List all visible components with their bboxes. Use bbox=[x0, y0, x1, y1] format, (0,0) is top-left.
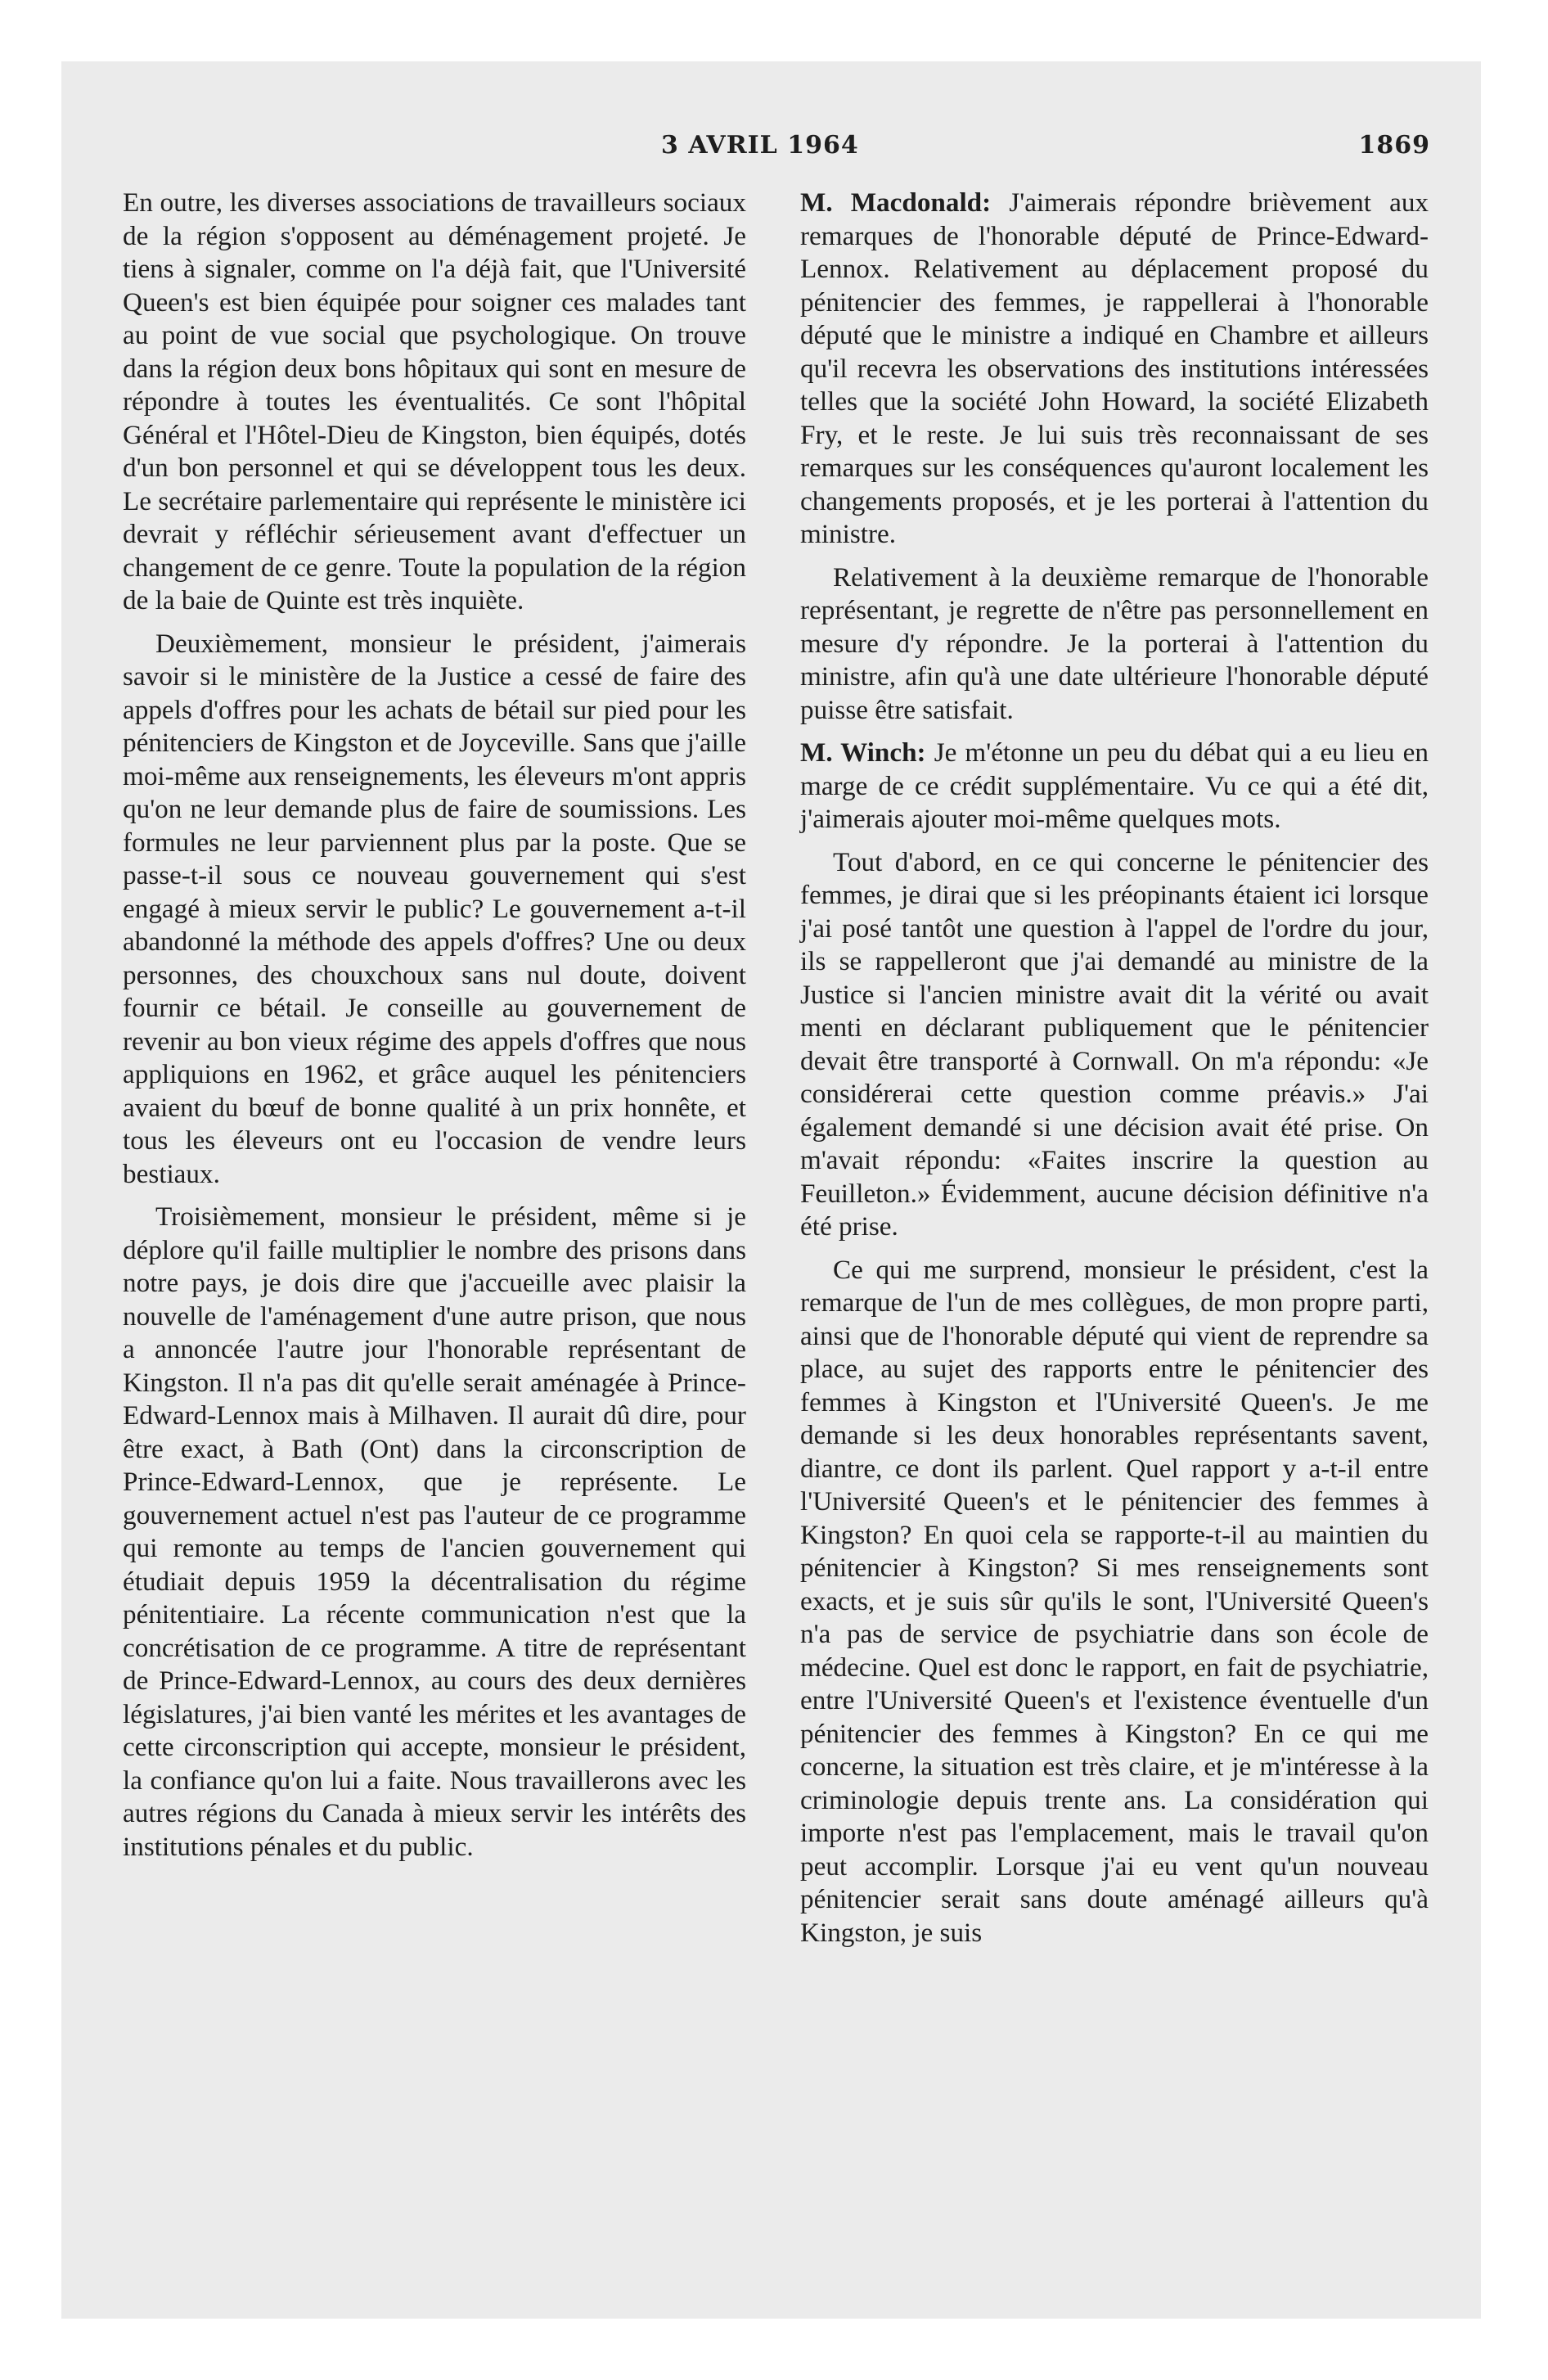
speaker-name: M. Winch: bbox=[800, 737, 926, 768]
right-column bbox=[800, 187, 1429, 1959]
speech-text: Je m'étonne un peu du débat qui a eu lieu en marge de ce crédit supplémentaire. Vu ce qui a été dit, j'aimerais ajouter moi-même quelques mots. bbox=[800, 737, 1429, 834]
paragraph: Troisièmement, monsieur le président, même si je déplore qu'il faille multiplier le nombre des prisons dans notre pays, je dois dire que j'accueille avec plaisir la nouvelle de l'aménagement d'une autre prison, que nous a annoncée l'autre jour l'honorable représentant de Kingston. Il n'a pas dit qu'elle serait aménagée à Prince-Edward-Lennox mais à Milhaven. Il aurait dû dire, pour être exact, à Bath (Ont) dans la circonscription de Prince-Edward-Lennox, que je représente. Le gouvernement actuel n'est pas l'auteur de ce programme qui remonte au temps de l'ancien gouvernement qui étudiait depuis 1959 la décentralisation du régime pénitentiaire. La récente communication n'est que la concrétisation de ce programme. A titre de représentant de Prince-Edward-Lennox, au cours des deux dernières législatures, j'ai bien vanté les mérites et les avantages de cette circonscription qui accepte, monsieur le président, la confiance qu'on lui a faite. Nous travaillerons avec les autres régions du Canada à mieux servir les intérêts des institutions pénales et du public. bbox=[123, 1201, 746, 1862]
speech-text: J'aimerais répondre brièvement aux remarques de l'honorable député de Prince-Edward-Lennox. Relativement au déplacement proposé du pénitencier des femmes, je rappellerai à l'honorable député que le ministre a indiqué en Chambre et ailleurs qu'il recevra les observations des institutions intéressées telles que la société John Howard, la société Elizabeth Fry, et le reste. Je lui suis très reconnaissant de ses remarques sur les conséquences qu'auront localement les changements proposés, et je les porterai à l'attention du ministre. bbox=[800, 187, 1429, 549]
page-number: 1869 bbox=[1358, 131, 1430, 160]
paragraph: Tout d'abord, en ce qui concerne le pénitencier des femmes, je dirai que si les préopinants étaient ici lorsque j'ai posé tantôt une question à l'appel de l'ordre du jour, ils se rappelleront que j'ai demandé au ministre de la Justice si l'ancien ministre avait dit la vérité ou avait menti en déclarant publiquement que le pénitencier devait être transporté à Cornwall. On m'a répondu: «Je considérerai cette question comme préavis.» J'ai également demandé si une décision avait été prise. On m'avait répondu: «Faites inscrire la question au Feuilleton.» Évidemment, aucune décision définitive n'a été prise. bbox=[800, 846, 1429, 1242]
speaker-name: M. Macdonald: bbox=[800, 187, 992, 218]
paragraph bbox=[800, 187, 1429, 552]
paragraph bbox=[800, 737, 1429, 836]
paragraph: En outre, les diverses associations de travailleurs sociaux de la région s'opposent au déménagement projeté. Je tiens à signaler, comme on l'a déjà fait, que l'Université Queen's est bien équipée pour soigner ces malades tant au point de vue social que psychologique. On trouve dans la région deux bons hôpitaux qui sont en mesure de répondre à toutes les éventualités. Ce sont l'hôpital Général et l'Hôtel-Dieu de Kingston, bien équipés, dotés d'un bon personnel et qui se développent tous les deux. Le secrétaire parlementaire qui représente le ministère ici devrait y réfléchir sérieusement avant d'effectuer un changement de ce genre. Toute la population de la région de la baie de Quinte est très inquiète. bbox=[123, 187, 746, 615]
paragraph: Deuxièmement, monsieur le président, j'aimerais savoir si le ministère de la Justice a cessé de faire des appels d'offres pour les achats de bétail sur pied pour les pénitenciers de Kingston et de Joyceville. Sans que j'aille moi-même aux renseignements, les éleveurs m'ont appris qu'on ne leur demande plus de faire de soumissions. Les formules ne leur parviennent plus par la poste. Que se passe-t-il sous ce nouveau gouvernement qui s'est engagé à mieux servir le public? Le gouvernement a-t-il abandonné la méthode des appels d'offres? Une ou deux personnes, des chouxchoux sans nul doute, doivent fournir ce bétail. Je conseille au gouvernement de revenir au bon vieux régime des appels d'offres que nous appliquions en 1962, et grâce auquel les pénitenciers avaient du bœuf de bonne qualité à un prix honnête, et tous les éleveurs ont eu l'occasion de vendre leurs bestiaux. bbox=[123, 628, 746, 1189]
paragraph: Ce qui me surprend, monsieur le président, c'est la remarque de l'un de mes collègues, de mon propre parti, ainsi que de l'honorable député qui vient de reprendre sa place, au sujet des rapports entre le pénitencier des femmes à Kingston et l'Université Queen's. Je me demande si les deux honorables représentants savent, diantre, ce dont ils parlent. Quel rapport y a-t-il entre l'Université Queen's et le pénitencier des femmes à Kingston? En quoi cela se rapporte-t-il au maintien du pénitencier à Kingston? Si mes renseignements sont exacts, et je suis sûr qu'ils le sont, l'Université Queen's n'a pas de service de psychiatrie dans son école de médecine. Quel est donc le rapport, en fait de psychiatrie, entre l'Université Queen's et l'existence éventuelle d'un pénitencier des femmes à Kingston? En ce qui me concerne, la situation est très claire, et je m'intéresse à la criminologie depuis trente ans. La considération qui importe n'est pas l'emplacement, mais le travail qu'on peut accomplir. Lorsque j'ai eu vent qu'un nouveau pénitencier serait sans doute aménagé ailleurs qu'à Kingston, je suis bbox=[800, 1254, 1429, 1948]
paragraph: Relativement à la deuxième remarque de l'honorable représentant, je regrette de n'être pas personnellement en mesure d'y répondre. Je la porterai à l'attention du ministre, afin qu'à une date ultérieure l'honorable député puisse être satisfait. bbox=[800, 561, 1429, 725]
page-header bbox=[61, 131, 1481, 172]
left-column bbox=[123, 187, 746, 1873]
header-date: 3 AVRIL 1964 bbox=[661, 131, 859, 160]
